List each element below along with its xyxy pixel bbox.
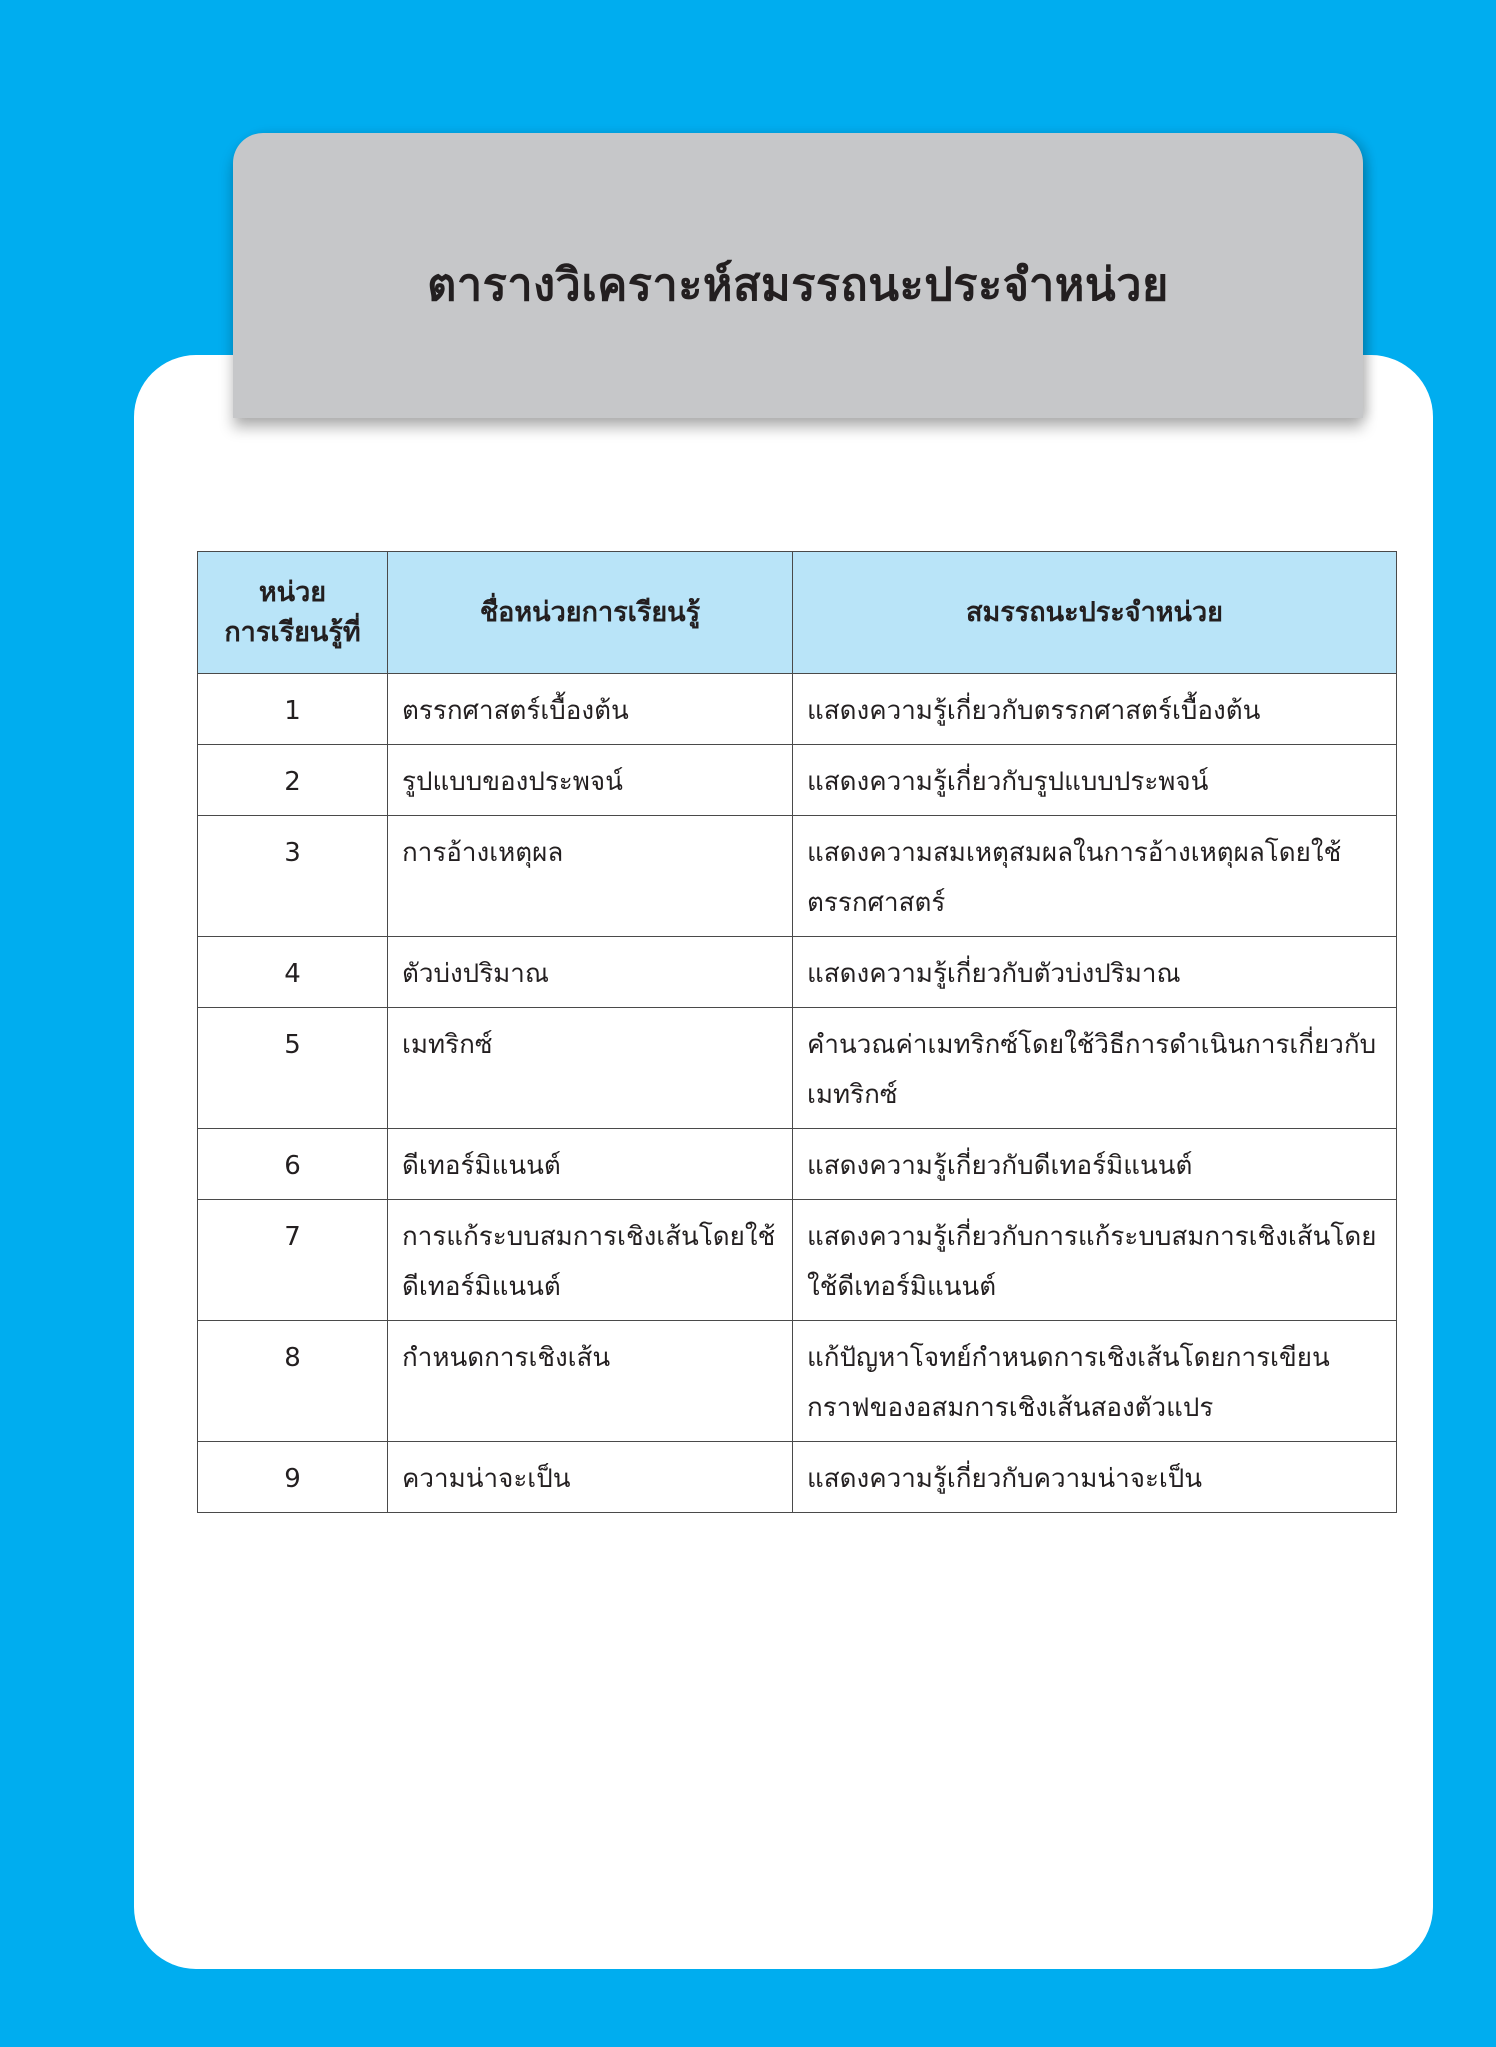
unit-name: รูปแบบของประพจน์ — [388, 745, 793, 816]
table-row — [198, 1442, 1397, 1513]
table-row — [198, 745, 1397, 816]
table-row — [198, 816, 1397, 937]
header-competency: สมรรถนะประจำหน่วย — [793, 552, 1397, 674]
unit-name: ตัวบ่งปริมาณ — [388, 937, 793, 1008]
header-unit-number — [198, 552, 388, 674]
unit-number: 2 — [198, 745, 388, 816]
table-row — [198, 1008, 1397, 1129]
unit-number: 1 — [198, 674, 388, 745]
header-unit-name: ชื่อหน่วยการเรียนรู้ — [388, 552, 793, 674]
table-row — [198, 1129, 1397, 1200]
unit-competency: แสดงความรู้เกี่ยวกับตัวบ่งปริมาณ — [793, 937, 1397, 1008]
unit-number: 9 — [198, 1442, 388, 1513]
competency-table — [197, 551, 1397, 1513]
header-unit-line1: หน่วย — [258, 577, 327, 609]
unit-number: 7 — [198, 1200, 388, 1321]
unit-competency: แสดงความรู้เกี่ยวกับการแก้ระบบสมการเชิงเส้นโดยใช้ดีเทอร์มิแนนต์ — [793, 1200, 1397, 1321]
unit-name: เมทริกซ์ — [388, 1008, 793, 1129]
table-row — [198, 937, 1397, 1008]
unit-number: 5 — [198, 1008, 388, 1129]
unit-name: การแก้ระบบสมการเชิงเส้นโดยใช้ดีเทอร์มิแนนต์ — [388, 1200, 793, 1321]
page-title: ตารางวิเคราะห์สมรรถนะประจำหน่วย — [427, 258, 1169, 311]
unit-name: ดีเทอร์มิแนนต์ — [388, 1129, 793, 1200]
unit-name: ความน่าจะเป็น — [388, 1442, 793, 1513]
unit-name: การอ้างเหตุผล — [388, 816, 793, 937]
table-header-row — [198, 552, 1397, 674]
unit-competency: แสดงความสมเหตุสมผลในการอ้างเหตุผลโดยใช้ตรรกศาสตร์ — [793, 816, 1397, 937]
table-row — [198, 1200, 1397, 1321]
unit-number: 4 — [198, 937, 388, 1008]
table-row — [198, 1321, 1397, 1442]
unit-name: กำหนดการเชิงเส้น — [388, 1321, 793, 1442]
unit-number: 8 — [198, 1321, 388, 1442]
unit-competency: แสดงความรู้เกี่ยวกับดีเทอร์มิแนนต์ — [793, 1129, 1397, 1200]
unit-number: 6 — [198, 1129, 388, 1200]
unit-name: ตรรกศาสตร์เบื้องต้น — [388, 674, 793, 745]
unit-competency: แสดงความรู้เกี่ยวกับความน่าจะเป็น — [793, 1442, 1397, 1513]
unit-competency: แก้ปัญหาโจทย์กำหนดการเชิงเส้นโดยการเขียนกราฟของอสมการเชิงเส้นสองตัวแปร — [793, 1321, 1397, 1442]
unit-competency: แสดงความรู้เกี่ยวกับรูปแบบประพจน์ — [793, 745, 1397, 816]
title-banner — [233, 133, 1363, 418]
header-unit-line2: การเรียนรู้ที่ — [224, 616, 361, 648]
unit-competency: แสดงความรู้เกี่ยวกับตรรกศาสตร์เบื้องต้น — [793, 674, 1397, 745]
table-row — [198, 674, 1397, 745]
unit-number: 3 — [198, 816, 388, 937]
unit-competency: คำนวณค่าเมทริกซ์โดยใช้วิธีการดำเนินการเกี่ยวกับเมทริกซ์ — [793, 1008, 1397, 1129]
